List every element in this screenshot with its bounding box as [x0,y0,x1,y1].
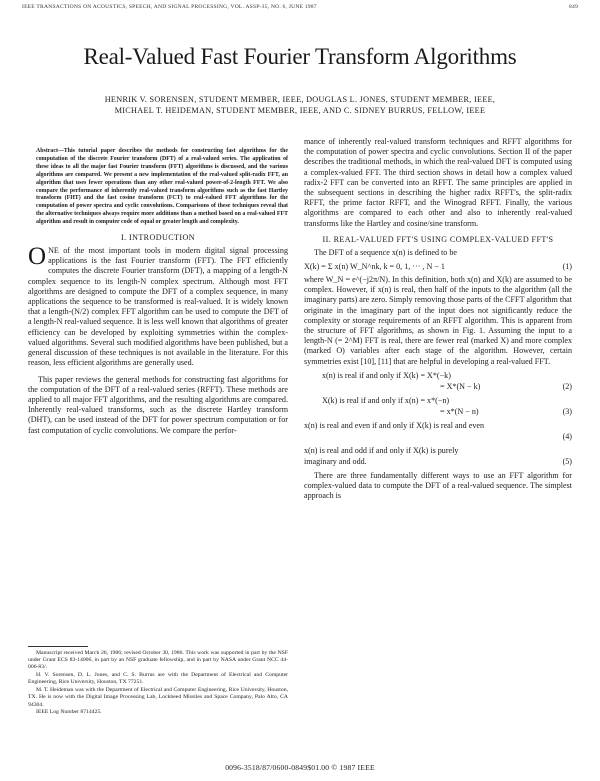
equation-1 [304,261,572,272]
right-paragraph-3: where W_N = e^(−j2π/N). In this definition, both x(n) and X(k) are assumed to be complex. However, if x(n) is real, then half of the inputs to the algorithm (all the imaginary parts) are zero. Simply removing those parts of the CFFT algorithm that originate in the imaginary part of the input does not significantly reduce the complexity or storage requirements of an RFFT algorithm. This is apparent from the structure of FFT algorithms, as shown in Fig. 1. Assuming the input to a length-N (= 2^M) FFT is real, there are fewer real (marked X) and more complex (marked O) variables after each stage of the algorithm. However, certain symmetries exist [10], [11] that are helpful in developing a real-valued FFT. [304,275,573,366]
section-1-heading: I. INTRODUCTION [121,233,195,243]
intro-paragraph-1-text: NE of the most important tools in modern digital signal processing applications is the fast Fourier transform (FFT). The FFT efficiently computes the discrete Fourier transform (DFT), a mapping of a length-N complex sequence to its length-N complex spectrum. Although most FFT algorithms are designed to compute the DFT of a complex sequence, in many applications the sequence to be transformed is real-valued. It is widely known that a length-(N/2) complex FFT algorithm can be used to compute the DFT of a length-N real-valued sequence. It is less well known that algorithms of greater efficiency can be developed by exploiting symmetries within the complex-valued algorithms. Several such modified algorithms have been published, but a general discussion of these techniques is not available in the literature. For this reason, less efficient algorithms are generally used. [28,246,288,368]
equation-3-number: (3) [562,406,572,416]
equation-2 [322,370,572,392]
equation-5 [304,445,572,467]
right-paragraph-1: mance of inherently real-valued transform techniques and RFFT algorithms for the computation of power spectra and cyclic convolutions. Section II of the paper describes the traditional methods, in which the real-valued DFT is computed using a complex-valued FFT. The third section shows in detail how a complex valued radix-2 FFT can be converted into an RFFT. The same principles are applied in the subsequent sections in describing the higher radix RFFT's, the split-radix RFFT, the prime factor RFFT, and the Winograd RFFT. Finally, the various algorithms are compared to each other and also to inherently real-valued transforms like the Hartley and cosine/sine transform. [304,137,572,228]
copyright-line: 0096-3518/87/0600-0849$01.00 © 1987 IEEE [225,763,375,772]
footnote-manuscript: Manuscript received March 26, 1986; revised October 30, 1986. This work was supported in part by the NSF under Grant ECS 83-14006, in part by an NSF graduate fellowship, and in part by NASA under Grant NCC 44-006-83/. [28,650,288,671]
equation-5-line-1: x(n) is real and odd if and only if X(k) is purely [304,445,459,455]
right-paragraph-4: There are three fundamentally different ways to use an FFT algorithm for complex-valued data to compute the DFT of a real-valued sequence. The simplest approach is [304,470,572,501]
running-head-text: IEEE TRANSACTIONS ON ACOUSTICS, SPEECH, AND SIGNAL PROCESSING, VOL. ASSP-35, NO. 6, JUNE 1987 [22,4,317,10]
equation-4-number: (4) [562,431,572,441]
intro-paragraph-1 [28,243,288,368]
equation-3 [322,395,572,417]
left-column [28,148,288,436]
footnote-log-number: IEEE Log Number 8714425. [36,709,102,716]
page-number: 849 [569,4,578,10]
equation-5-number: (5) [562,456,572,466]
footnote-affiliation-2: M. T. Heideman was with the Department of Electrical and Computer Engineering, Rice University, Houston, TX. He is now with the Digital Image Processing Lab, Lockheed Missiles and Space Company, Palo Alto, CA 94304. [28,687,288,708]
footnote-rule [28,646,88,647]
equation-4-body: x(n) is real and even if and only if X(k) is real and even [304,420,485,430]
drop-cap: O [28,243,47,271]
equation-4 [304,420,572,442]
equation-1-body: X(k) = Σ x(n) W_N^nk, k = 0, 1, ··· , N − 1 [304,262,445,272]
section-2-heading: II. REAL-VALUED FFT'S USING COMPLEX-VALUED FFT'S [322,234,554,244]
equation-3-line-1: X(k) is real if and only if x(n) = x*(−n) [322,395,450,405]
footnotes [28,650,288,717]
author-line-1: HENRIK V. SORENSEN, STUDENT MEMBER, IEEE, DOUGLAS L. JONES, STUDENT MEMBER, IEEE, [104,95,496,104]
author-line-2: MICHAEL T. HEIDEMAN, STUDENT MEMBER, IEEE, AND C. SIDNEY BURRUS, FELLOW, IEEE [114,106,486,115]
running-head [22,4,578,16]
equation-3-line-2: = x*(N − n) [440,406,479,416]
footnote-affiliation-1: H. V. Sorensen, D. L. Jones, and C. S. Burrus are with the Department of Electrical and Computer Engineering, Rice University, Houston, TX 77251. [28,672,288,686]
paper-title: Real-Valued Fast Fourier Transform Algorithms [83,44,517,69]
equation-1-number: (1) [562,262,572,272]
equation-5-line-2: imaginary and odd. [304,456,367,466]
right-paragraph-2: The DFT of a sequence x(n) is defined to be [314,247,458,257]
abstract: Abstract—This tutorial paper describes the methods for constructing fast algorithms for the computation of the discrete Fourier transform (DFT) of a real-valued series. The application of these ideas to all the major fast Fourier transform (FFT) algorithms is discussed, and the various algorithms are compared. We present a new implementation of the real-valued split-radix FFT, an algorithm that uses fewer operations than any other real-valued power-of-2-length FFT. We also compare the performance of inherently real-valued transform algorithms such as the fast Hartley transform (FHT) and the fast cosine transform (FCT) to real-valued FFT algorithms for the computation of power spectra and cyclic convolutions. Comparisons of these techniques reveal that the alternative techniques always require more additions than a method based on a real-valued FFT algorithm and result in computer code of equal or greater length and complexity. [36,148,288,226]
equation-2-line-1: x(n) is real if and only if X(k) = X*(−k) [322,370,451,380]
equation-2-line-2: = X*(N − k) [440,381,481,391]
equation-2-number: (2) [562,381,572,391]
intro-paragraph-2: This paper reviews the general methods for constructing fast algorithms for the computation of the DFT of a real-valued series (RFFT). These methods are applied to all major FFT algorithms, and the resulting algorithms are compared. Inherently real-valued transforms, such as the discrete Hartley transform (DHT), can be used instead of the DFT for power spectrum computation or for fast computation of cyclic convolutions. We compare the perfor- [28,374,288,435]
right-column [304,137,572,501]
author-list [40,94,560,116]
